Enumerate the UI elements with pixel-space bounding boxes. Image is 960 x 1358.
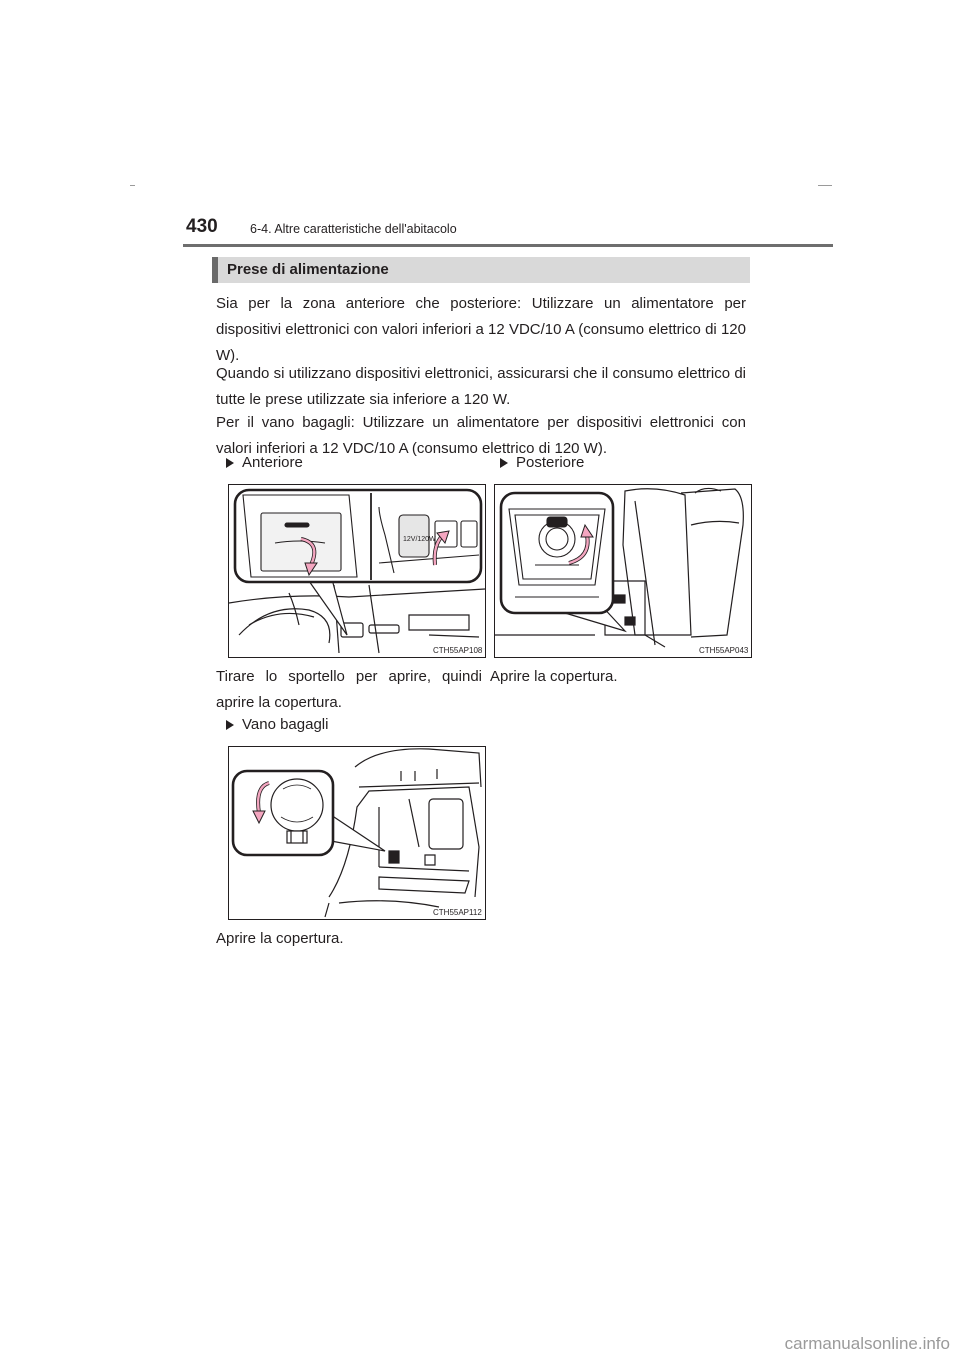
- luggage-compartment-illustration: [229, 747, 485, 919]
- figure-front: [228, 484, 486, 658]
- caption-rear: Aprire la copertura.: [490, 668, 618, 685]
- chapter-title: 6-4. Altre caratteristiche dell'abitacolo: [250, 222, 457, 236]
- watermark: carmanualsonline.info: [784, 1334, 950, 1353]
- bullet-luggage-label: Vano bagagli: [242, 716, 329, 733]
- front-console-illustration: [229, 485, 485, 657]
- section-title: Prese di alimentazione: [227, 261, 389, 278]
- socket-rating-text: 12V/120W: [403, 536, 436, 543]
- bullet-luggage: [226, 716, 328, 733]
- caption-luggage: Aprire la copertura.: [216, 930, 344, 947]
- figure-code-rear: CTH55AP043: [699, 646, 749, 655]
- bullet-front: [226, 454, 303, 471]
- bullet-rear: [500, 454, 584, 471]
- section-heading-tab: [212, 257, 218, 283]
- paragraph-2: Quando si utilizzano dispositivi elettronici, assicurarsi che il consumo elettrico di tutte le prese utilizzate sia inferiore a 120 W.: [216, 365, 746, 408]
- bullet-front-label: Anteriore: [242, 454, 303, 471]
- triangle-bullet-icon: [226, 458, 234, 468]
- section-heading: [212, 257, 750, 283]
- paragraph-1: Sia per la zona anteriore che posteriore: Utilizzare un alimentatore per dispositivi elettronici con valori inferiori a 12 VDC/10 A (consumo elettrico di 120 W).: [216, 295, 746, 364]
- crop-mark-left: [130, 185, 135, 186]
- page-number: 430: [186, 216, 218, 237]
- triangle-bullet-icon: [500, 458, 508, 468]
- bullet-rear-label: Posteriore: [516, 454, 585, 471]
- figure-rear: [494, 484, 752, 658]
- header-rule: [183, 244, 833, 247]
- figure-luggage: [228, 746, 486, 920]
- crop-mark-right: [818, 185, 832, 186]
- figure-code-luggage: CTH55AP112: [433, 908, 482, 917]
- triangle-bullet-icon: [226, 720, 234, 730]
- caption-front: Tirare lo sportello per aprire, quindi aprire la copertura.: [216, 668, 482, 711]
- rear-seat-illustration: [495, 485, 751, 657]
- figure-code-front: CTH55AP108: [433, 646, 483, 655]
- paragraph-3: Per il vano bagagli: Utilizzare un alimentatore per dispositivi elettronici con valori inferiori a 12 VDC/10 A (consumo elettrico di 120 W).: [216, 414, 746, 457]
